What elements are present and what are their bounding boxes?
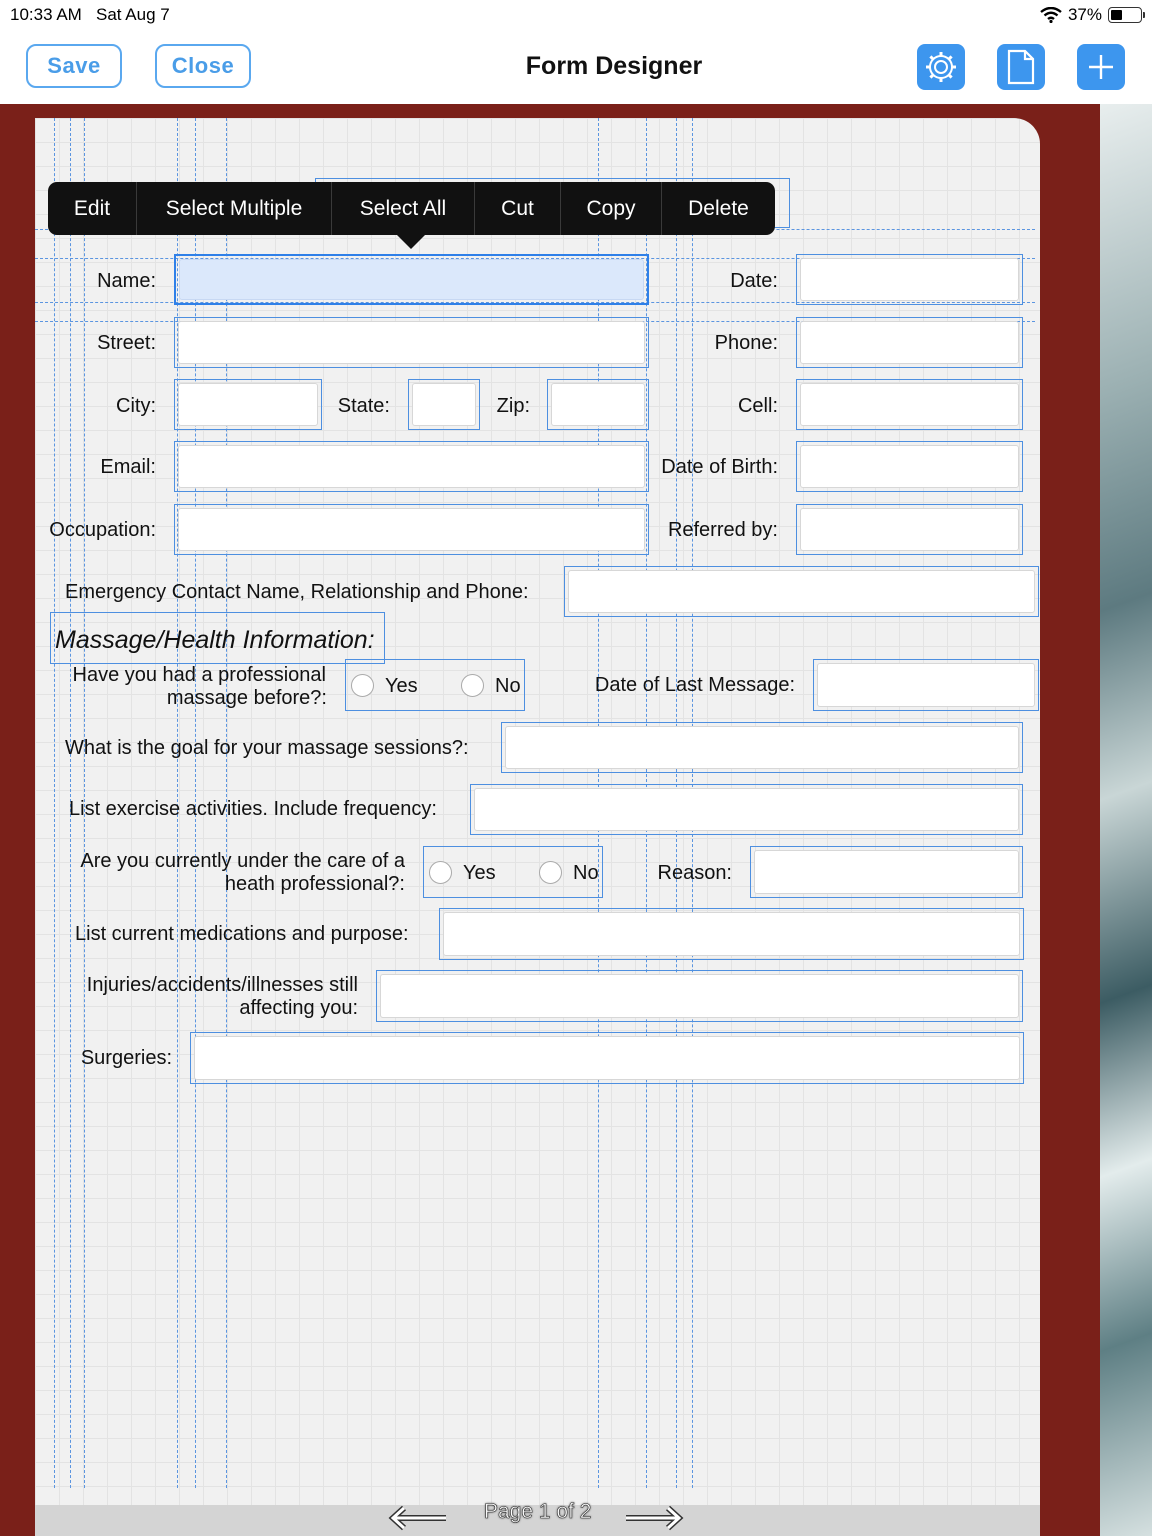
battery-icon [1108,7,1142,23]
dob-field[interactable] [796,441,1023,492]
context-menu-pointer [397,235,425,249]
menu-item-delete[interactable]: Delete [688,196,749,220]
reason-field[interactable] [750,846,1023,898]
save-button[interactable]: Save [26,44,122,88]
section-title[interactable]: Massage/Health Information: [50,612,385,664]
care-label [40,850,405,896]
emergency-label: Emergency Contact Name, Relationship and Phone: [65,581,529,603]
prof-massage-label [40,664,327,710]
prof-massage-no-radio[interactable] [461,674,484,697]
zip-field[interactable] [547,379,649,430]
arrow-right-icon[interactable] [624,1505,684,1531]
email-label: Email: [100,456,156,478]
care-yes-label: Yes [463,862,496,884]
goal-field[interactable] [501,722,1023,773]
surgeries-label: Surgeries: [80,1047,172,1069]
battery-percent: 37% [1067,5,1102,24]
settings-button[interactable] [917,44,965,90]
cell-label: Cell: [737,395,778,417]
street-label: Street: [97,332,156,354]
desk-background-right [1100,104,1152,1536]
medications-label: List current medications and purpose: [75,923,409,945]
prof-massage-radio-group [345,659,525,711]
injuries-label [60,974,358,1020]
prof-massage-yes-label: Yes [385,675,418,697]
injuries-label-line2: affecting you: [239,997,358,1019]
page-button[interactable] [997,44,1045,90]
prof-massage-label-line2: massage before?: [166,687,327,709]
guide-vertical [54,118,55,1488]
menu-item-cut[interactable]: Cut [475,182,561,235]
name-field[interactable] [174,254,649,305]
phone-field[interactable] [796,317,1023,368]
injuries-field[interactable] [376,970,1023,1022]
menu-item-select-multiple[interactable]: Select Multiple [137,182,332,235]
occupation-field[interactable] [174,504,649,555]
state-label: State: [337,395,390,417]
care-no-radio[interactable] [539,861,562,884]
menu-item-edit[interactable]: Edit [48,182,137,235]
add-button[interactable] [1077,44,1125,90]
prof-massage-label-line1: Have you had a professional [72,664,326,686]
state-field[interactable] [408,379,480,430]
medications-field[interactable] [439,908,1024,960]
page-icon [1006,49,1036,85]
injuries-label-line1: Injuries/accidents/illnesses still [86,974,358,996]
last-massage-field[interactable] [813,659,1039,711]
zip-label: Zip: [496,395,530,417]
cell-field[interactable] [796,379,1023,430]
email-field[interactable] [174,441,649,492]
menu-item-copy[interactable]: Copy [561,182,662,235]
referred-field[interactable] [796,504,1023,555]
emergency-field[interactable] [564,566,1039,617]
phone-label: Phone: [714,332,778,354]
city-label: City: [116,395,156,417]
page-indicator: Page 1 of 2 [484,1500,592,1523]
close-button[interactable]: Close [155,44,251,88]
date-label: Date: [730,270,778,292]
menu-item-select-all[interactable]: Select All [332,182,475,235]
exercise-label: List exercise activities. Include frequency: [69,798,437,820]
arrow-left-icon[interactable] [388,1505,448,1531]
gear-icon [924,50,958,84]
prof-massage-yes-radio[interactable] [351,674,374,697]
city-field[interactable] [174,379,322,430]
page-title: Form Designer [525,52,703,80]
exercise-field[interactable] [470,784,1023,835]
date-field[interactable] [796,254,1023,305]
prof-massage-no-label: No [495,675,521,697]
goal-label: What is the goal for your massage sessions?: [65,737,469,759]
dob-label: Date of Birth: [661,456,778,478]
care-label-line1: Are you currently under the care of a [80,850,405,872]
wifi-icon [1040,7,1062,23]
care-no-label: No [573,862,599,884]
surgeries-field[interactable] [190,1032,1024,1084]
care-radio-group [423,846,603,898]
plus-icon [1087,53,1115,81]
status-bar [0,0,1152,30]
street-field[interactable] [174,317,649,368]
name-label: Name: [97,270,156,292]
occupation-label: Occupation: [49,519,156,541]
care-yes-radio[interactable] [429,861,452,884]
context-menu [48,182,775,235]
status-right [1040,5,1142,25]
toolbar [0,30,1152,104]
last-massage-label: Date of Last Message: [594,674,795,696]
referred-label: Referred by: [667,519,778,541]
reason-label: Reason: [657,862,732,884]
status-time: 10:33 AM Sat Aug 7 [10,5,170,24]
care-label-line2: heath professional?: [224,873,405,895]
